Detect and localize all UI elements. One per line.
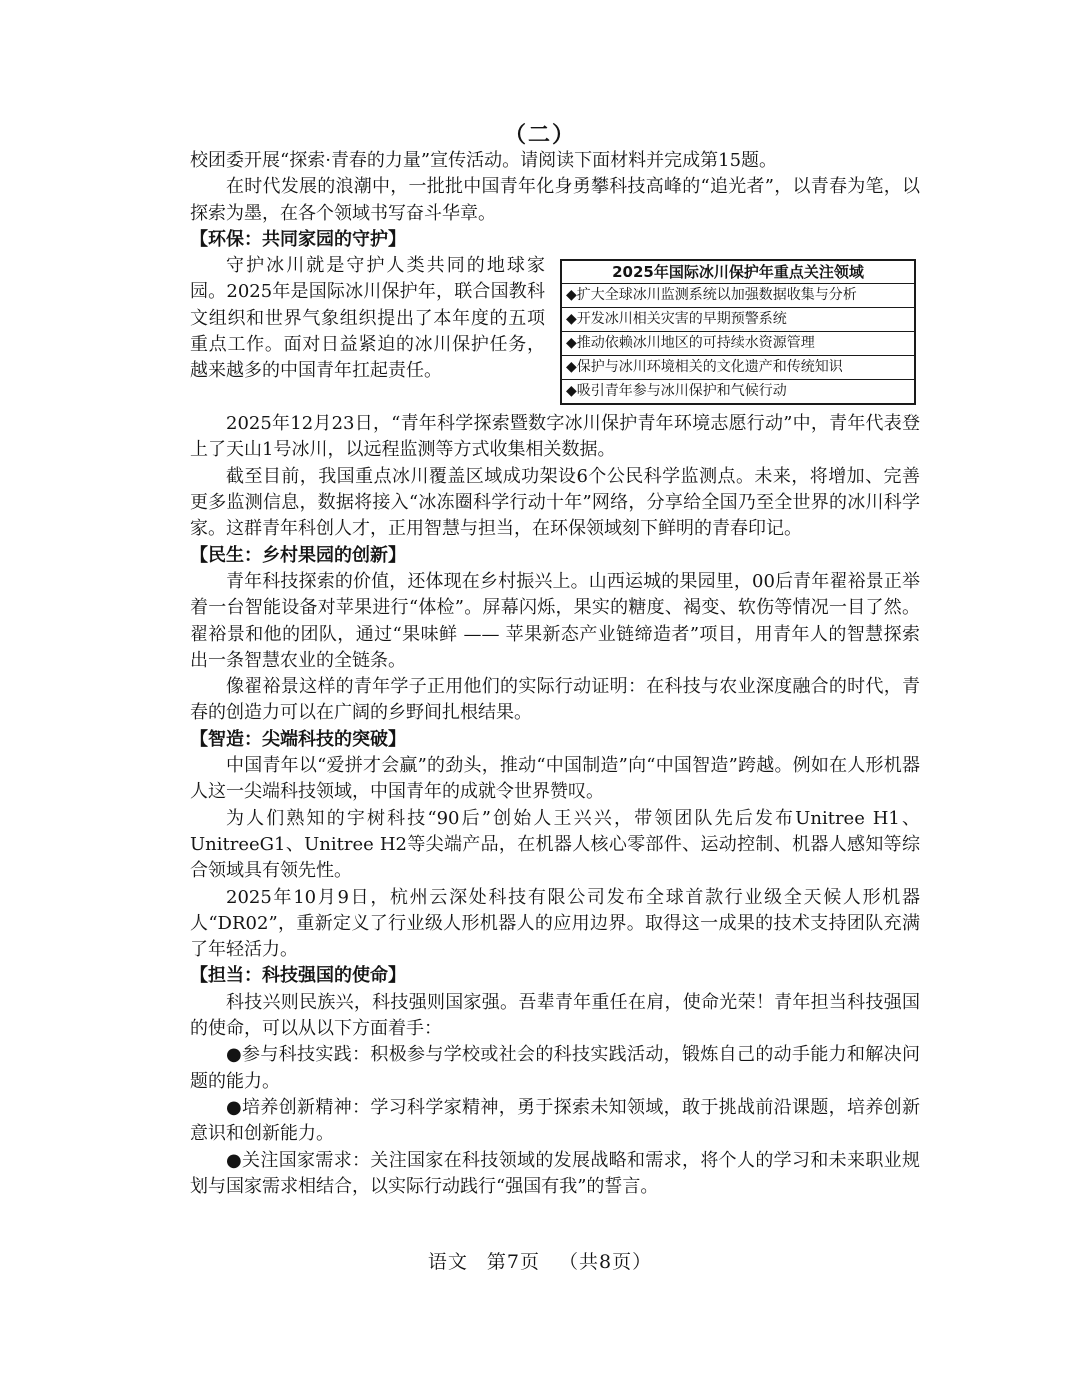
mission-paragraph-1: 科技兴则民族兴，科技强则国家强。吾辈青年重任在肩，使命光荣！青年担当科技强国的使命，可以从以下方面着手：	[190, 991, 920, 1040]
mission-bullet-1: ●参与科技实践：积极参与学校或社会的科技实践活动，锻炼自己的动手能力和解决问题的能力。	[190, 1044, 920, 1092]
page-footer	[0, 1247, 1080, 1274]
manufacturing-paragraph-3: 2025年10月9日，杭州云深处科技有限公司发布全球首款行业级全天候人形机器人“DR02”，重新定义了行业级人形机器人的应用边界。取得这一成果的技术支持团队充满了年轻活力。	[190, 886, 920, 961]
intro-text: 校团委开展“探索·青春的力量”宣传活动。请阅读下面材料并完成第15题。	[190, 150, 778, 171]
footer-page-number: 第7页	[486, 1251, 540, 1273]
manufacturing-paragraph-2: 为人们熟知的宇树科技“90后”创始人王兴兴，带领团队先后发布Unitree H1、UnitreeG1、Unitree H2等尖端产品，在机器人核心零部件、运动控制、机器人感知等综合领域具有领先性。	[190, 807, 920, 882]
glacier-table-item: ◆吸引青年参与冰川保护和气候行动	[566, 383, 787, 400]
footer-total-pages: （共8页）	[559, 1251, 653, 1273]
glacier-table-item: ◆推动依赖冰川地区的可持续水资源管理	[562, 332, 914, 356]
env-text-column	[190, 253, 545, 384]
glacier-focus-table	[560, 259, 916, 405]
env-heading: 【环保：共同家园的守护】	[190, 228, 406, 250]
env-paragraph-1: 守护冰川就是守护人类共同的地球家园。2025年是国际冰川保护年，联合国教科文组织和世界气象组织提出了本年度的五项重点工作。面对日益紧迫的冰川保护任务，越来越多的中国青年扛起责任。	[190, 255, 545, 382]
env-paragraph-2: 2025年12月23日，“青年科学探索暨数字冰川保护青年环境志愿行动”中，青年代表登上了天山1号冰川，以远程监测等方式收集相关数据。	[190, 413, 920, 461]
reading-material	[190, 148, 920, 1200]
env-block	[190, 253, 920, 411]
mission-bullet-2: ●培养创新精神：学习科学家精神，勇于探索未知领域，敢于挑战前沿课题，培养创新意识和创新能力。	[190, 1096, 920, 1145]
manufacturing-heading: 【智造：尖端科技的突破】	[190, 728, 406, 750]
mission-bullet-3: ●关注国家需求：关注国家在科技领域的发展战略和需求，将个人的学习和未来职业规划与国家需求相结合，以实际行动践行“强国有我”的誓言。	[190, 1149, 920, 1197]
glacier-table-title: 2025年国际冰川保护年重点关注领域	[562, 261, 914, 284]
mission-heading: 【担当：科技强国的使命】	[190, 965, 406, 987]
livelihood-paragraph-2: 像翟裕景这样的青年学子正用他们的实际行动证明：在科技与农业深度融合的时代，青春的创造力可以在广阔的乡野间扎根结果。	[190, 676, 920, 724]
lead-paragraph: 在时代发展的浪潮中，一批批中国青年化身勇攀科技高峰的“追光者”，以青春为笔，以探索为墨，在各个领域书写奋斗华章。	[190, 176, 920, 224]
footer-subject: 语文	[427, 1251, 468, 1273]
glacier-table-item: ◆保护与冰川环境相关的文化遗产和传统知识	[562, 356, 914, 380]
env-paragraph-3: 截至目前，我国重点冰川覆盖区域成功架设6个公民科学监测点。未来，将增加、完善更多监测信息，数据将接入“冰冻圈科学行动十年”网络，分享给全国乃至全世界的冰川科学家。这群青年科创人才，正用智慧与担当，在环保领域刻下鲜明的青春印记。	[190, 465, 920, 540]
glacier-table-item: ◆开发冰川相关灾害的早期预警系统	[562, 308, 914, 332]
section-title: （二）	[503, 122, 576, 148]
livelihood-heading: 【民生：乡村果园的创新】	[190, 544, 406, 566]
manufacturing-paragraph-1: 中国青年以“爱拼才会赢”的劲头，推动“中国制造”向“中国智造”跨越。例如在人形机器人这一尖端科技领域，中国青年的成就令世界赞叹。	[190, 755, 920, 803]
livelihood-paragraph-1: 青年科技探索的价值，还体现在乡村振兴上。山西运城的果园里，00后青年翟裕景正举着一台智能设备对苹果进行“体检”。屏幕闪烁，果实的糖度、褐变、软伤等情况一目了然。翟裕景和他的团队，通过“果味鲜 —— 苹果新态产业链缔造者”项目，用青年人的智慧探索出一条智慧农业的全链条。	[190, 570, 920, 671]
glacier-table-item: ◆扩大全球冰川监测系统以加强数据收集与分析	[562, 284, 914, 308]
